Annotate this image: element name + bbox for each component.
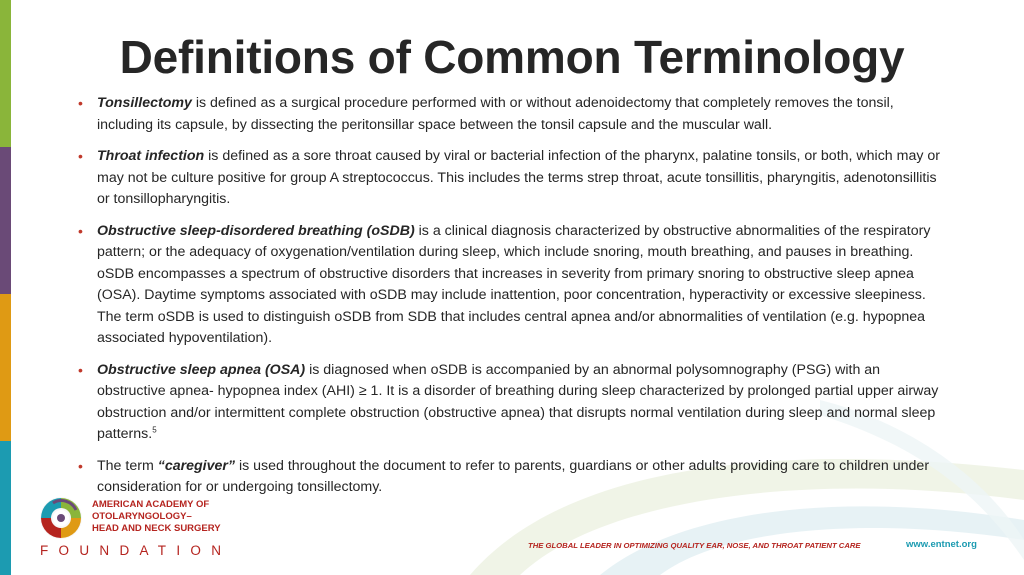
definition-text: is diagnosed when oSDB is accompanied by an abnormal polysomnography (PSG) with an obstructive apnea- hypopnea index (AHI) ≥ 1. It is a disorder of breathing during sleep characterized by prolonged partial upper airway obstruction and/or intermittent complete obstruction (obstructive apnea) that disrupts normal ventilation during sleep and normal sleep patterns. xyxy=(97,361,939,442)
definition-item xyxy=(78,360,948,446)
bullet-icon: • xyxy=(78,95,83,111)
bullet-icon: • xyxy=(78,148,83,164)
definitions-list xyxy=(78,93,948,509)
org-name-line: OTOLARYNGOLOGY– xyxy=(92,511,192,522)
definition-item xyxy=(78,93,948,136)
definition-text: is a clinical diagnosis characterized by obstructive abnormalities of the respiratory pattern; or the adequacy of oxygenation/ventilation during sleep, which include snoring, mouth breathing, and pauses in breathing. oSDB encompasses a spectrum of obstructive disorders that increases in severity from primary snoring to obstructive sleep apnea (OSA). Daytime symptoms associated with oSDB may include inattention, poor concentration, hyperactivity or excessive sleepiness. The term oSDB is used to distinguish oSDB from SDB that includes central apnea and/or abnormalities of ventilation (e.g. hypopnea associated hypoventilation). xyxy=(97,222,931,346)
definition-term: Obstructive sleep apnea (OSA) xyxy=(97,361,306,378)
bullet-icon: • xyxy=(78,222,83,239)
org-name-line: HEAD AND NECK SURGERY xyxy=(92,523,221,534)
definition-item xyxy=(78,456,948,499)
definition-term: Tonsillectomy xyxy=(97,95,192,111)
definition-item xyxy=(78,146,948,211)
definition-term: “caregiver” xyxy=(157,457,236,474)
website-link[interactable]: www.entnet.org xyxy=(906,539,977,550)
definition-text: is defined as a sore throat caused by viral or bacterial infection of the pharynx, palatine tonsils, or both, which may or may not be culture positive for group A streptococcus. This includes the terms strep throat, acute tonsillitis, pharyngitis, adenotonsillitis or tonsillopharyngitis. xyxy=(97,148,940,207)
foundation-wordmark: FOUNDATION xyxy=(40,543,232,558)
bullet-icon: • xyxy=(78,361,83,378)
footer-tagline: THE GLOBAL LEADER IN OPTIMIZING QUALITY EAR, NOSE, AND THROAT PATIENT CARE xyxy=(528,541,861,550)
definition-item xyxy=(78,221,948,350)
definition-text: is defined as a surgical procedure performed with or without adenoidectomy that completely removes the tonsil, including its capsule, by dissecting the peritonsillar space between the tonsil capsule and the muscular wall. xyxy=(97,95,894,133)
definition-term: Throat infection xyxy=(97,148,205,164)
aao-hns-logo-icon xyxy=(38,495,84,541)
definition-prefix: The term xyxy=(97,457,158,474)
definition-term: Obstructive sleep-disordered breathing (oSDB) xyxy=(97,222,415,239)
organization-name xyxy=(92,499,221,535)
definition-text: is used throughout the document to refer to parents, guardians or other adults providing care to children under consideration for or undergoing tonsillectomy. xyxy=(97,457,930,495)
org-name-line: AMERICAN ACADEMY OF xyxy=(92,499,210,510)
bullet-icon: • xyxy=(78,457,83,474)
page-title: Definitions of Common Terminology xyxy=(119,31,905,83)
definition-footnote: 5 xyxy=(152,425,157,435)
